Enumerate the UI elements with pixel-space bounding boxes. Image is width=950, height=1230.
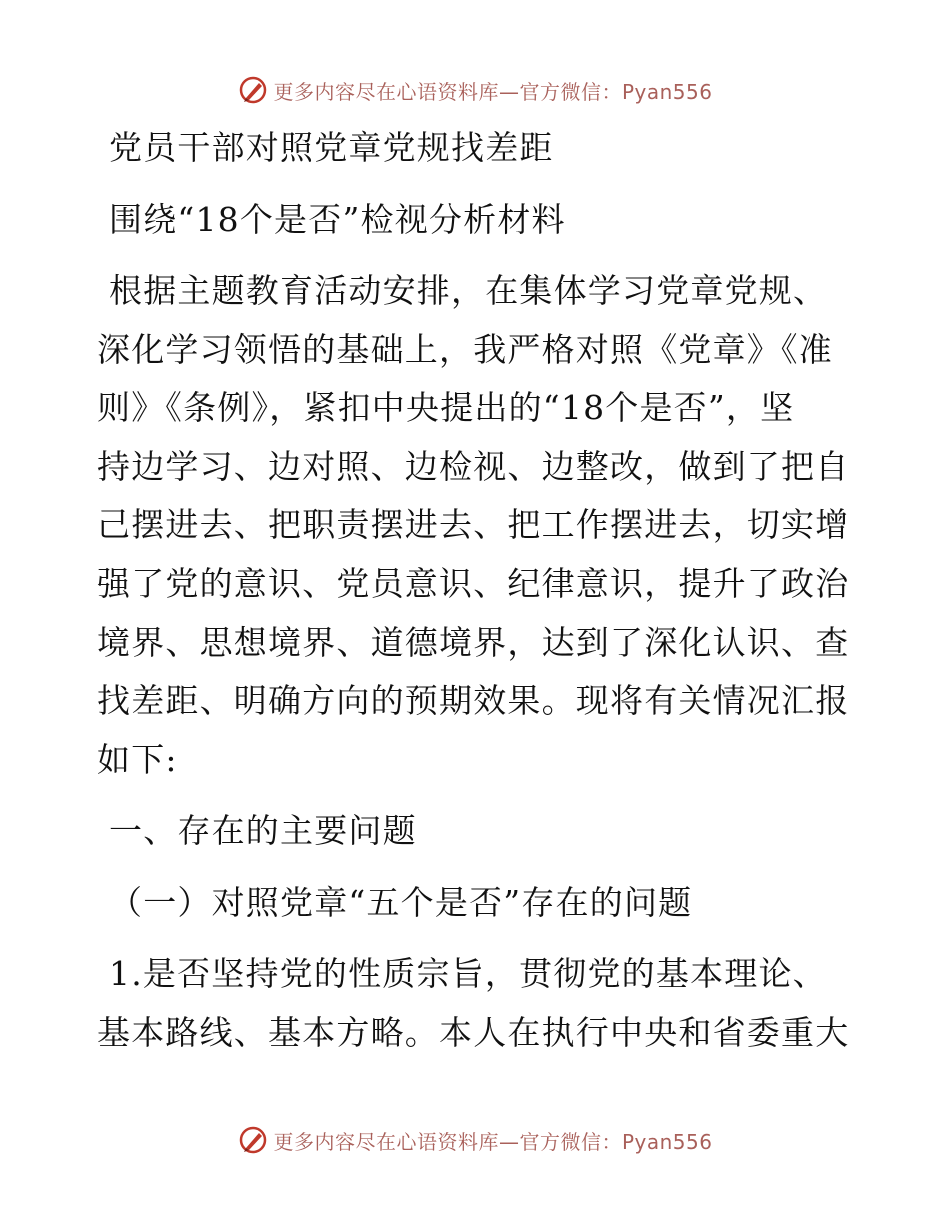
subsection-heading: （一）对照党章“五个是否”存在的问题 bbox=[109, 883, 693, 923]
paragraph-line: 己摆进去、把职责摆进去、把工作摆进去，切实增 bbox=[97, 505, 850, 545]
footer-watermark bbox=[0, 1120, 950, 1160]
paragraph-line: 则》《条例》，紧扣中央提出的“18个是否”，坚 bbox=[97, 388, 795, 428]
paragraph-line: 找差距、明确方向的预期效果。现将有关情况汇报 bbox=[97, 681, 850, 721]
paragraph-item-1 bbox=[97, 945, 857, 1062]
paragraph-line: 根据主题教育活动安排，在集体学习党章党规、 bbox=[109, 271, 828, 310]
paragraph-line: 如下: bbox=[97, 739, 178, 779]
document-title: 党员干部对照党章党规找差距 bbox=[109, 128, 554, 167]
document-body bbox=[97, 118, 857, 1063]
paragraph-line: 1.是否坚持党的性质宗旨，贯彻党的基本理论、 bbox=[109, 954, 827, 994]
paragraph-intro bbox=[97, 262, 857, 789]
section-heading: 一、存在的主要问题 bbox=[109, 811, 417, 851]
header-watermark bbox=[0, 70, 950, 110]
paragraph-line: 强了党的意识、党员意识、纪律意识，提升了政治 bbox=[97, 563, 850, 603]
paragraph-line: 深化学习领悟的基础上，我严格对照《党章》《准 bbox=[97, 329, 833, 369]
paragraph-line: 持边学习、边对照、边检视、边整改，做到了把自 bbox=[97, 446, 850, 486]
document-subtitle: 围绕“18个是否”检视分析材料 bbox=[109, 200, 566, 239]
watermark-text: 更多内容尽在心语资料库—官方微信：Pyan556 bbox=[273, 1129, 713, 1154]
pen-logo-icon bbox=[237, 1124, 269, 1156]
watermark-text: 更多内容尽在心语资料库—官方微信：Pyan556 bbox=[273, 79, 713, 104]
paragraph-line: 基本路线、基本方略。本人在执行中央和省委重大 bbox=[97, 1012, 850, 1052]
pen-logo-icon bbox=[237, 74, 269, 106]
paragraph-line: 境界、思想境界、道德境界，达到了深化认识、查 bbox=[97, 622, 850, 662]
